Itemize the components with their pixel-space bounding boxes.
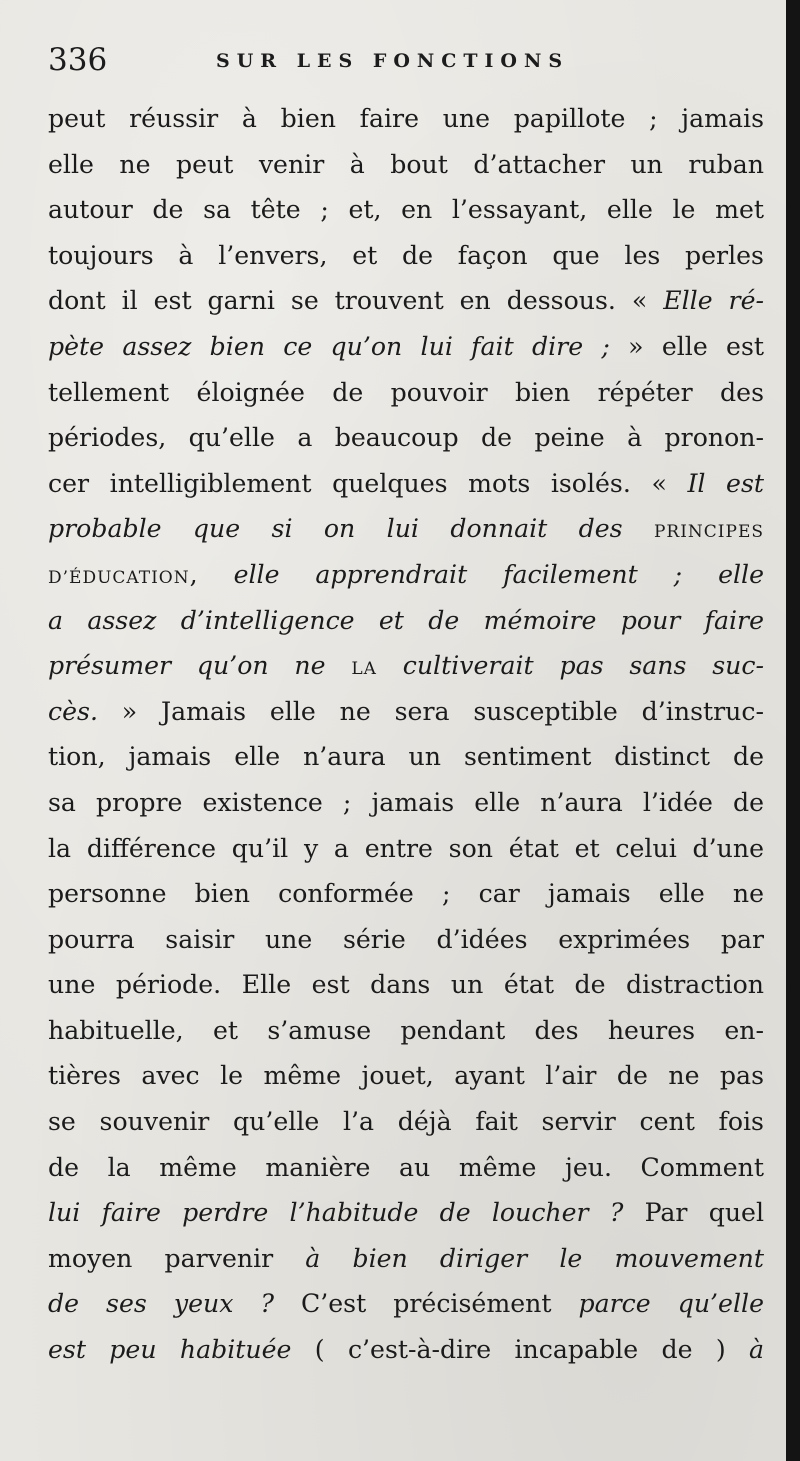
roman-text: tellement éloignée de pouvoir bien répéter des (48, 377, 764, 407)
text-line (48, 598, 764, 644)
roman-text: cer intelligiblement quelques mots isolés. « (48, 468, 688, 498)
text-line (48, 826, 764, 872)
italic-text: cès. (48, 696, 98, 726)
text-line (48, 871, 764, 917)
roman-text: autour de sa tête ; et, en l’essayant, elle le met (48, 195, 764, 225)
small-caps-text: LA (351, 659, 377, 680)
text-line (48, 1236, 764, 1282)
text-line (48, 187, 764, 233)
text-line (48, 233, 764, 279)
italic-text: lui faire perdre l’habitude de loucher ? (48, 1198, 624, 1228)
italic-text: parce qu’elle (578, 1289, 764, 1319)
roman-text: la différence qu’il y a entre son état et celui d’une (48, 833, 764, 863)
italic-text: cultiverait pas sans suc- (376, 651, 764, 681)
text-line (48, 734, 764, 780)
text-line (48, 962, 764, 1008)
italic-text: de ses yeux ? (48, 1289, 274, 1319)
roman-text: tion, jamais elle n’aura un sentiment distinct de (48, 742, 764, 772)
italic-text: probable que si on lui donnait des (48, 514, 654, 544)
italic-text: Il est (687, 468, 764, 498)
text-line (48, 1327, 764, 1373)
roman-text: toujours à l’envers, et de façon que les perles (48, 240, 764, 270)
text-line (48, 1008, 764, 1054)
text-line (48, 461, 764, 507)
roman-text: elle ne peut venir à bout d’attacher un ruban (48, 149, 764, 179)
text-line (48, 278, 764, 324)
roman-text: peut réussir à bien faire une papillote ; jamais (48, 104, 764, 133)
running-title: SUR LES FONCTIONS (216, 50, 570, 72)
text-line (48, 1099, 764, 1145)
roman-text: périodes, qu’elle a beaucoup de peine à pronon- (48, 423, 764, 453)
italic-text: est peu habituée (48, 1335, 292, 1365)
italic-text: Elle ré- (663, 286, 764, 316)
roman-text: Par quel (623, 1198, 764, 1228)
text-line (48, 370, 764, 416)
italic-text: présumer qu’on ne (48, 651, 352, 681)
roman-text: se souvenir qu’elle l’a déjà fait servir cent fois (48, 1107, 764, 1137)
roman-text: une période. Elle est dans un état de distraction (48, 970, 764, 1000)
running-head (48, 40, 768, 80)
roman-text: , (189, 559, 234, 589)
text-line (48, 415, 764, 461)
text-line (48, 96, 764, 142)
roman-text: dont il est garni se trouvent en dessous. « (48, 286, 664, 316)
italic-text: a assez d’intelligence et de mémoire pour faire (48, 605, 764, 635)
text-line (48, 1190, 764, 1236)
text-line (48, 324, 764, 370)
roman-text: tières avec le même jouet, ayant l’air de ne pas (48, 1061, 764, 1091)
roman-text: » elle est (609, 331, 764, 361)
italic-text: à bien diriger le mouvement (305, 1243, 764, 1273)
small-caps-text: D’ÉDUCATION (48, 567, 190, 588)
roman-text: personne bien conformée ; car jamais elle ne (48, 879, 764, 909)
text-line (48, 917, 764, 963)
roman-text: pourra saisir une série d’idées exprimées par (48, 924, 764, 954)
text-line (48, 689, 764, 735)
italic-text: pète assez bien ce qu’on lui fait dire ; (48, 331, 610, 361)
small-caps-text: PRINCIPES (653, 522, 764, 543)
page-number: 336 (48, 42, 108, 78)
italic-text: à (748, 1335, 764, 1365)
text-line (48, 1145, 764, 1191)
roman-text: » Jamais elle ne sera susceptible d’instruc- (97, 696, 764, 726)
roman-text: ( c’est-à-dire incapable de ) (291, 1335, 749, 1365)
text-line (48, 506, 764, 552)
text-line (48, 780, 764, 826)
body-text (48, 96, 764, 1373)
roman-text: sa propre existence ; jamais elle n’aura l’idée de (48, 787, 764, 817)
roman-text: habituelle, et s’amuse pendant des heures en- (48, 1015, 764, 1045)
text-line (48, 1281, 764, 1327)
page-edge-shadow (786, 0, 800, 1461)
text-line (48, 552, 764, 598)
roman-text: de la même manière au même jeu. Comment (48, 1152, 764, 1182)
roman-text: moyen parvenir (48, 1243, 306, 1273)
text-line (48, 142, 764, 188)
text-line (48, 643, 764, 689)
italic-text: elle apprendrait facilement ; elle (233, 559, 764, 589)
text-line (48, 1053, 764, 1099)
roman-text: C’est précisément (273, 1289, 579, 1319)
